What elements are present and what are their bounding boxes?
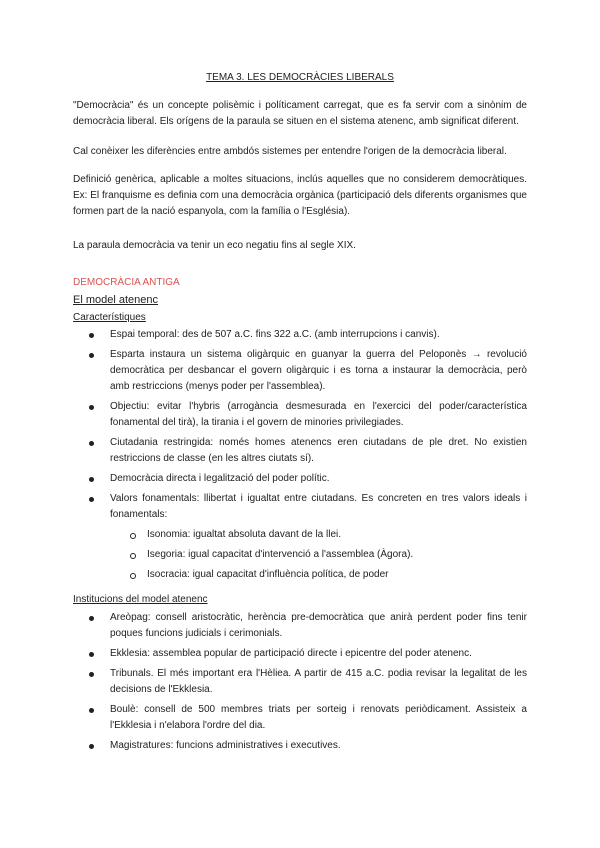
bullet-icon xyxy=(89,616,94,621)
list-item-text: Ekklesia: assemblea popular de participació directe i epicentre del poder atenenc. xyxy=(110,648,472,659)
list-item xyxy=(73,471,527,487)
model-heading: El model atenenc xyxy=(73,294,158,306)
bullet-icon xyxy=(89,652,94,657)
bullet-icon xyxy=(89,672,94,677)
hollow-bullet-icon xyxy=(130,533,136,539)
sublist-item-text: Isonomia: igualtat absoluta davant de la llei. xyxy=(147,529,342,540)
sublist-item xyxy=(110,567,527,583)
intro-paragraph-2: Cal conèixer les diferències entre ambdós sistemes per entendre l'origen de la democràcia liberal. xyxy=(73,146,507,157)
list-item xyxy=(73,610,527,642)
bullet-icon xyxy=(89,441,94,446)
bullet-icon xyxy=(89,708,94,713)
bullet-icon xyxy=(89,333,94,338)
list-item xyxy=(73,702,527,734)
list-item-text: Espai temporal: des de 507 a.C. fins 322 a.C. (amb interrupcions i canvis). xyxy=(110,329,440,340)
sublist-item-text: Isegoria: igual capacitat d'intervenció a l'assemblea (Àgora). xyxy=(147,549,414,560)
bullet-icon xyxy=(89,497,94,502)
hollow-bullet-icon xyxy=(130,573,136,579)
list-item-text: Boulè: consell de 500 membres triats per sorteig i renovats periòdicament. Assisteix a l'Ekklesia i n'elabora l'ordre del dia. xyxy=(110,704,527,731)
section-heading: DEMOCRÀCIA ANTIGA xyxy=(73,277,180,288)
list-item-text: Esparta instaura un sistema oligàrquic en guanyar la guerra del Peloponès → revolució democràtica per desbancar el govern oligàrquic i es torna a instaurar la democràcia, però amb restriccions (menys poder per l'assemblea). xyxy=(110,349,527,392)
values-sublist xyxy=(110,527,527,583)
list-item-text: Ciutadania restringida: només homes atenencs eren ciutadans de ple dret. No existien restriccions de classe (en les altres ciutats sí). xyxy=(110,437,527,464)
list-item xyxy=(73,491,527,583)
bullet-icon xyxy=(89,744,94,749)
sublist-item-text: Isocracia: igual capacitat d'influència política, de poder xyxy=(147,569,389,580)
characteristics-list xyxy=(73,327,527,587)
intro-paragraph-3: Definició genèrica, aplicable a moltes situacions, inclús aquelles que no considerem democràtiques. Ex: El franquisme es definia com una democràcia orgànica (participació dels diferents organismes que formen part de la nació espanyola, com la família o l'Església). xyxy=(73,174,527,217)
list-item xyxy=(73,666,527,698)
list-item-text: Tribunals. El més important era l'Hèliea. A partir de 415 a.C. podia revisar la legalitat de les decisions de l'Ekklesia. xyxy=(110,668,527,695)
list-item xyxy=(73,399,527,431)
list-item xyxy=(73,646,527,662)
hollow-bullet-icon xyxy=(130,553,136,559)
list-item-text: Objectiu: evitar l'hybris (arrogància desmesurada en l'exercici del poder/característica fonamental del tirà), la tirania i el govern de minories privilegiades. xyxy=(110,401,527,428)
list-item-text: Magistratures: funcions administratives i executives. xyxy=(110,740,341,751)
list-item xyxy=(73,327,527,343)
sublist-item xyxy=(110,547,527,563)
intro-paragraph-4: La paraula democràcia va tenir un eco negatiu fins al segle XIX. xyxy=(73,240,356,251)
bullet-icon xyxy=(89,353,94,358)
sublist-item xyxy=(110,527,527,543)
institutions-heading: Institucions del model atenenc xyxy=(73,594,208,605)
list-item-text: Valors fonamentals: llibertat i igualtat entre ciutadans. Es concreten en tres valors ideals i fonamentals: xyxy=(110,493,527,520)
bullet-icon xyxy=(89,477,94,482)
list-item xyxy=(73,738,527,754)
bullet-icon xyxy=(89,405,94,410)
list-item xyxy=(73,435,527,467)
institutions-list xyxy=(73,610,527,758)
intro-paragraph-1: "Democràcia" és un concepte polisèmic i políticament carregat, que es fa servir com a sinònim de democràcia liberal. Els orígens de la paraula se situen en el sistema atenenc, amb significat diferent. xyxy=(73,100,527,127)
list-item-text: Areòpag: consell aristocràtic, herència pre-democràtica que anirà perdent poder fins tenir poques funcions judicials i cerimonials. xyxy=(110,612,527,639)
list-item xyxy=(73,347,527,395)
list-item-text: Democràcia directa i legalització del poder polític. xyxy=(110,473,330,484)
characteristics-heading: Característiques xyxy=(73,312,146,323)
document-title: TEMA 3. LES DEMOCRÀCIES LIBERALS xyxy=(206,72,394,83)
